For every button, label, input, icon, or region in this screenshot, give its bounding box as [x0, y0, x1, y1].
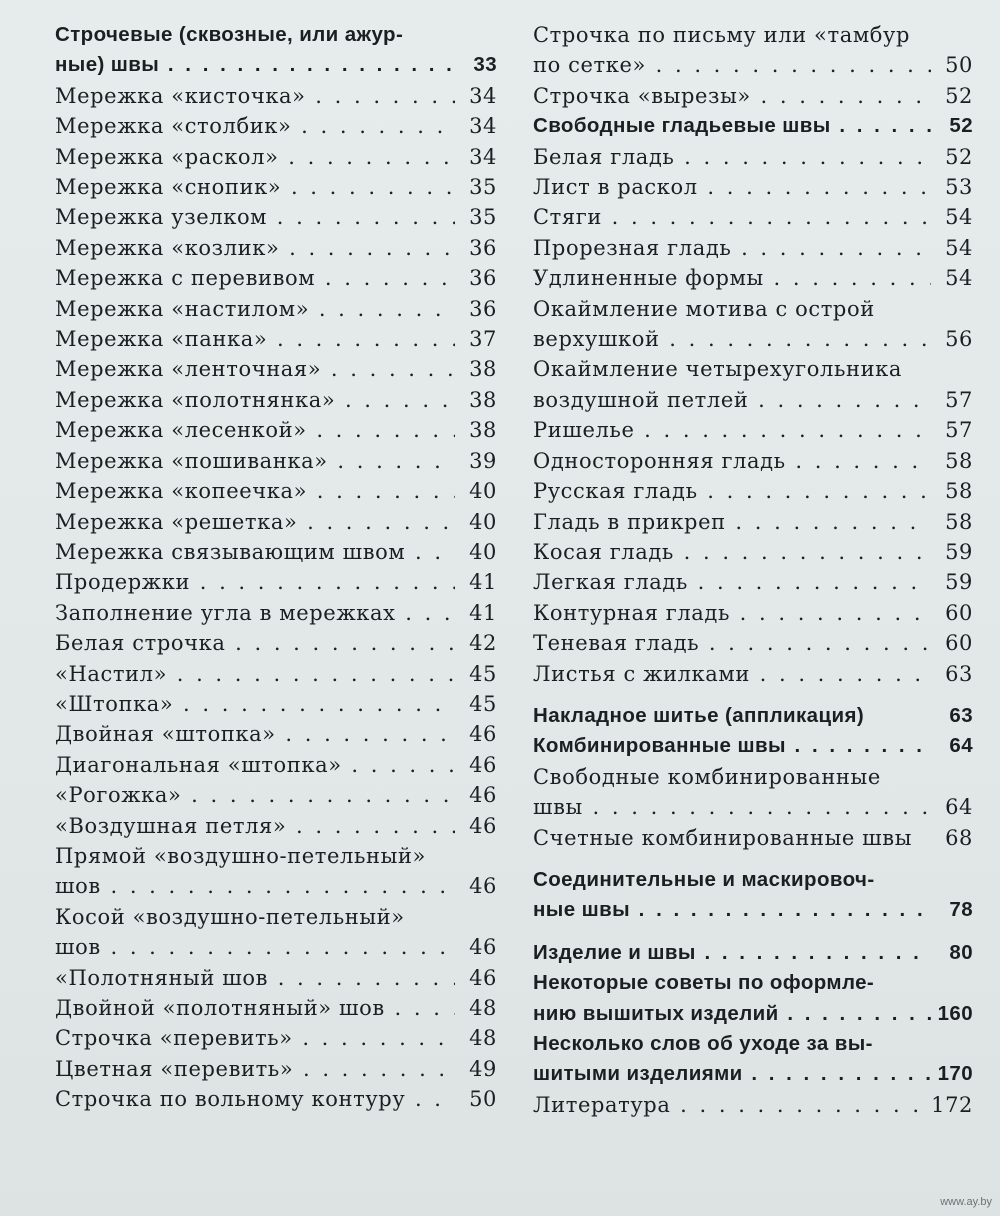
toc-page-number: 46 [469, 752, 497, 777]
toc-entry-title: Строчка «вырезы» . . . [533, 81, 931, 111]
toc-page-number: 46 [469, 935, 497, 960]
toc-page-number: 59 [945, 539, 973, 564]
toc-page-number: 35 [469, 175, 497, 200]
toc-entry-title-line: Некоторые советы по оформле- [533, 971, 875, 995]
toc-entry[interactable] [55, 841, 497, 902]
toc-entry-title: Мережка «ленточная» . . . [55, 354, 455, 384]
toc-page-number: 53 [945, 175, 973, 200]
toc-entry-title-line: Окаймление четырехугольника [533, 357, 903, 382]
toc-entry-row [55, 385, 497, 415]
toc-entry-title: по сетке» . . . [533, 50, 931, 80]
toc-entry-row [55, 50, 497, 80]
toc-entry-row [533, 446, 973, 476]
toc-entry-row [55, 233, 497, 263]
toc-page-number: 80 [949, 940, 973, 964]
toc-entry-title: Мережка «столбик» . . . [55, 111, 455, 141]
toc-page-number: 56 [945, 327, 973, 352]
toc-entry[interactable] [533, 172, 973, 202]
toc-entry-row [55, 780, 497, 810]
toc-entry[interactable] [55, 628, 497, 658]
toc-entry[interactable] [533, 294, 973, 355]
toc-entry-row [533, 202, 973, 232]
toc-entry-title: «Рогожка» . . . [55, 780, 455, 810]
toc-entry-row [55, 476, 497, 506]
toc-entry-row [533, 111, 973, 141]
toc-entry-title: Листья с жилками . . . [533, 659, 931, 689]
toc-entry-title: «Воздушная петля» . . . [55, 811, 455, 841]
toc-page-number: 40 [469, 479, 497, 504]
toc-entry[interactable] [55, 415, 497, 445]
toc-entry-row [533, 1059, 973, 1089]
toc-entry[interactable] [533, 446, 973, 476]
toc-entry-title: Мережка с перевивом . . . [55, 263, 455, 293]
toc-entry[interactable] [55, 81, 497, 111]
toc-entry-title: Строчка «перевить» . . . [55, 1023, 455, 1053]
toc-entry-title: Белая гладь . . . [533, 142, 931, 172]
watermark: www.ay.by [940, 1196, 992, 1208]
toc-entry[interactable] [55, 20, 497, 81]
toc-page-number: 60 [945, 600, 973, 625]
toc-entry[interactable] [533, 659, 973, 689]
toc-entry-row [55, 963, 497, 993]
toc-entry[interactable] [55, 719, 497, 749]
toc-entry[interactable] [55, 385, 497, 415]
toc-entry-title-line: Соединительные и маскировоч- [533, 867, 875, 891]
toc-entry[interactable] [55, 993, 497, 1023]
toc-page-number: 60 [945, 631, 973, 656]
toc-entry-row [55, 111, 497, 141]
toc-entry-row [533, 476, 973, 506]
toc-entry-row [55, 871, 497, 901]
toc-entry-row [533, 999, 973, 1029]
toc-entry-row [533, 81, 973, 111]
toc-entry[interactable] [55, 780, 497, 810]
toc-entry-row [55, 1084, 497, 1114]
toc-entry[interactable] [55, 902, 497, 963]
toc-entry-row [55, 750, 497, 780]
toc-entry[interactable] [533, 111, 973, 141]
toc-entry-row [533, 938, 973, 968]
toc-entry[interactable] [533, 823, 973, 853]
toc-page-number: 48 [469, 1026, 497, 1051]
toc-page-number: 41 [469, 570, 497, 595]
toc-page-number: 45 [469, 691, 497, 716]
toc-entry[interactable] [533, 762, 973, 823]
toc-entry-row [533, 598, 973, 628]
toc-entry[interactable] [533, 415, 973, 445]
toc-page-number: 63 [945, 661, 973, 686]
toc-page-number: 40 [469, 539, 497, 564]
toc-entry-title: Односторонняя гладь . . . [533, 446, 931, 476]
toc-entry[interactable] [55, 507, 497, 537]
toc-page-number: 48 [469, 996, 497, 1020]
toc-entry-row [533, 50, 973, 80]
toc-entry-row [533, 701, 973, 731]
toc-entry[interactable] [55, 233, 497, 263]
toc-page-number: 52 [945, 144, 973, 169]
toc-entry-row [533, 385, 973, 415]
toc-entry-title: Легкая гладь . . . [533, 567, 931, 597]
toc-entry-title: воздушной петлей . . . [533, 385, 931, 415]
toc-page-number: 35 [469, 205, 497, 230]
section-gap [533, 926, 973, 938]
toc-page-number: 78 [949, 898, 973, 922]
toc-entry-title: Мережка «козлик» . . . [55, 233, 455, 263]
toc-entry-title: Мережка «пошиванка» . . . [55, 446, 455, 476]
toc-entry[interactable] [533, 1029, 973, 1090]
toc-entry-row [55, 567, 497, 597]
toc-entry-row [55, 172, 497, 202]
toc-entry-row [55, 689, 497, 719]
toc-entry-title: швы . . . [533, 792, 931, 822]
toc-entry[interactable] [533, 865, 973, 926]
toc-entry-title: Мережка «раскол» . . . [55, 142, 455, 172]
toc-entry-row [55, 142, 497, 172]
toc-page-number: 52 [945, 83, 973, 108]
toc-page-number: 50 [945, 53, 973, 78]
toc-entry-row [533, 507, 973, 537]
toc-entry-title: Лист в раскол . . . [533, 172, 931, 202]
toc-entry[interactable] [55, 476, 497, 506]
toc-page-number: 57 [945, 387, 973, 412]
toc-entry-title: Косая гладь . . . [533, 537, 931, 567]
toc-entry-row [55, 932, 497, 962]
toc-entry-title: Цветная «перевить» . . . [55, 1054, 455, 1084]
toc-entry-title: Прорезная гладь . . . [533, 233, 931, 263]
toc-entry-title: Мережка «настилом» . . . [55, 294, 455, 324]
toc-entry-title: Теневая гладь . . . [533, 628, 931, 658]
toc-entry[interactable] [55, 354, 497, 384]
toc-entry-row [533, 233, 973, 263]
toc-page-number: 36 [469, 296, 497, 321]
toc-entry-title: Литература . . . [533, 1090, 925, 1120]
toc-entry-title-line: Несколько слов об уходе за вы- [533, 1032, 873, 1055]
toc-entry[interactable] [55, 324, 497, 354]
toc-entry[interactable] [55, 202, 497, 232]
toc-entry-title: верхушкой . . . [533, 324, 931, 354]
toc-page-number: 38 [469, 357, 497, 382]
toc-entry-title: Белая строчка . . . [55, 628, 455, 658]
toc-entry[interactable] [533, 598, 973, 628]
toc-page-number: 46 [469, 965, 497, 990]
toc-page-number: 36 [469, 235, 497, 260]
toc-entry-row [55, 811, 497, 841]
toc-entry-title: Изделие и швы . . . [533, 938, 931, 968]
toc-entry-title: нию вышитых изделий . . . [533, 999, 931, 1029]
toc-page-number: 54 [945, 235, 973, 260]
toc-page-number: 34 [469, 114, 497, 139]
toc-page-number: 170 [937, 1062, 973, 1086]
toc-entry-title: Накладное шитье (аппликация) [533, 703, 865, 727]
toc-page-number: 68 [945, 825, 973, 850]
toc-entry[interactable] [55, 689, 497, 719]
toc-entry-row [55, 446, 497, 476]
toc-entry-title: Мережка «панка» . . . [55, 324, 455, 354]
toc-entry[interactable] [533, 507, 973, 537]
toc-entry-row [55, 659, 497, 689]
toc-page-number: 172 [931, 1092, 973, 1117]
toc-page-number: 59 [945, 570, 973, 595]
toc-entry[interactable] [533, 938, 973, 968]
toc-entry-title: Мережка «лесенкой» . . . [55, 415, 455, 445]
toc-entry-title: шов . . . [55, 871, 455, 901]
toc-entry-row [533, 792, 973, 822]
toc-entry[interactable] [533, 202, 973, 232]
toc-page-number: 46 [469, 783, 497, 808]
section-gap [533, 689, 973, 701]
toc-entry-title: Мережка «копеечка» . . . [55, 476, 455, 506]
toc-entry-title: ные швы . . . [533, 895, 931, 925]
toc-entry-row [533, 731, 973, 761]
toc-entry-title: Свободные гладьевые швы . . . [533, 111, 931, 141]
toc-entry[interactable] [55, 172, 497, 202]
toc-entry-title: Удлиненные формы . . . [533, 263, 931, 293]
toc-entry-title: Ришелье . . . [533, 415, 931, 445]
toc-page-number: 64 [949, 734, 973, 758]
toc-page-number: 63 [949, 703, 973, 727]
toc-page-number: 49 [469, 1056, 497, 1081]
toc-entry[interactable] [55, 294, 497, 324]
toc-entry-title-line: Строчка по письму или «тамбур [533, 23, 911, 47]
toc-entry-row [533, 324, 973, 354]
toc-entry[interactable] [55, 263, 497, 293]
toc-entry[interactable] [533, 731, 973, 761]
toc-entry[interactable] [533, 142, 973, 172]
toc-column-left [55, 20, 497, 1115]
toc-entry-title: Продержки . . . [55, 567, 455, 597]
toc-entry[interactable] [55, 963, 497, 993]
toc-entry-row [533, 895, 973, 925]
toc-entry[interactable] [55, 1023, 497, 1053]
toc-entry[interactable] [533, 968, 973, 1029]
toc-entry-row [55, 537, 497, 567]
toc-entry[interactable] [533, 81, 973, 111]
toc-entry-row [55, 263, 497, 293]
toc-entry-title: Мережка «полотнянка» . . . [55, 385, 455, 415]
toc-entry-row [55, 993, 497, 1023]
toc-entry-row [533, 823, 973, 853]
toc-page-number: 54 [945, 205, 973, 230]
toc-entry-title: шитыми изделиями . . . [533, 1059, 931, 1089]
toc-page-number: 54 [945, 266, 973, 291]
toc-entry[interactable] [55, 567, 497, 597]
toc-entry[interactable] [533, 233, 973, 263]
toc-page-number: 160 [937, 1001, 973, 1025]
toc-page-number: 40 [469, 509, 497, 534]
toc-entry[interactable] [533, 354, 973, 415]
toc-column-right [533, 20, 973, 1120]
toc-entry-title: Диагональная «штопка» . . . [55, 750, 455, 780]
toc-page-number: 58 [945, 509, 973, 534]
toc-page-number: 50 [469, 1087, 497, 1112]
toc-entry[interactable] [533, 476, 973, 506]
toc-entry-row [533, 415, 973, 445]
toc-page-number: 57 [945, 418, 973, 443]
toc-entry-title-line: Свободные комбинированные [533, 764, 881, 789]
toc-page-number: 42 [469, 631, 497, 656]
toc-entry[interactable] [55, 142, 497, 172]
toc-entry-row [55, 354, 497, 384]
toc-entry-title: Мережка узелком . . . [55, 202, 455, 232]
toc-entry-title: «Штопка» . . . [55, 689, 455, 719]
toc-entry-title: Комбинированные швы . . . [533, 731, 931, 761]
toc-entry-row [533, 659, 973, 689]
toc-entry-title: Мережка «кисточка» . . . [55, 81, 455, 111]
toc-entry[interactable] [55, 111, 497, 141]
toc-page-number: 52 [949, 114, 973, 138]
toc-entry-title: Мережка «решетка» . . . [55, 507, 455, 537]
toc-entry-title-line: Строчевые (сквозные, или ажур- [55, 23, 404, 46]
toc-page-number: 39 [469, 448, 497, 473]
toc-entry-title: «Настил» . . . [55, 659, 455, 689]
toc-entry-title-line: Окаймление мотива с острой [533, 296, 875, 321]
toc-entry-title-line: Косой «воздушно-петельный» [55, 904, 405, 929]
toc-entry-title: Заполнение угла в мережках . . . [55, 598, 455, 628]
toc-entry-row [533, 142, 973, 172]
toc-page-number: 34 [469, 144, 497, 169]
toc-entry-row [55, 719, 497, 749]
toc-entry-row [533, 567, 973, 597]
toc-entry-row [55, 81, 497, 111]
toc-entry-title: Строчка по вольному контуру . . . [55, 1084, 455, 1114]
toc-entry-row [55, 415, 497, 445]
toc-page-number: 45 [469, 661, 497, 686]
toc-entry[interactable] [533, 628, 973, 658]
toc-page-number: 34 [469, 83, 497, 108]
toc-entry-row [533, 628, 973, 658]
toc-entry-title-line: Прямой «воздушно-петельный» [55, 843, 426, 868]
toc-entry-row [55, 628, 497, 658]
toc-entry[interactable] [533, 537, 973, 567]
toc-entry-title: Двойная «штопка» . . . [55, 719, 455, 749]
toc-entry-row [55, 202, 497, 232]
toc-page-number: 36 [469, 266, 497, 291]
section-gap [533, 853, 973, 865]
toc-entry[interactable] [55, 659, 497, 689]
toc-entry-title: Мережка связывающим швом . . . [55, 537, 455, 567]
toc-entry-row [55, 294, 497, 324]
toc-entry[interactable] [55, 811, 497, 841]
toc-entry-title: шов . . . [55, 932, 455, 962]
toc-entry-title: Гладь в прикреп . . . [533, 507, 931, 537]
toc-entry-title: Контурная гладь . . . [533, 598, 931, 628]
toc-entry-title: Стяги . . . [533, 202, 931, 232]
toc-entry[interactable] [533, 1090, 973, 1120]
toc-entry-row [55, 598, 497, 628]
toc-entry[interactable] [55, 446, 497, 476]
toc-entry[interactable] [533, 20, 973, 81]
toc-entry[interactable] [55, 1054, 497, 1084]
toc-entry-row [533, 1090, 973, 1120]
toc-entry[interactable] [55, 750, 497, 780]
toc-page-number: 64 [945, 795, 973, 820]
toc-entry[interactable] [533, 263, 973, 293]
toc-page-number: 38 [469, 387, 497, 412]
toc-entry[interactable] [533, 567, 973, 597]
toc-page-number: 46 [469, 722, 497, 747]
toc-entry-title: «Полотняный шов . . . [55, 963, 455, 993]
toc-entry-row [55, 507, 497, 537]
toc-entry-row [55, 1023, 497, 1053]
toc-entry-title: Двойной «полотняный» шов . . . [55, 993, 455, 1023]
toc-page-number: 41 [469, 600, 497, 625]
toc-entry[interactable] [55, 598, 497, 628]
toc-entry-row [55, 1054, 497, 1084]
toc-page-number: 46 [469, 813, 497, 838]
toc-entry-title: Русская гладь . . . [533, 476, 931, 506]
toc-entry-title: Мережка «снопик» . . . [55, 172, 455, 202]
toc-page-number: 58 [945, 479, 973, 504]
toc-entry-row [533, 263, 973, 293]
toc-page-number: 38 [469, 418, 497, 443]
toc-page-number: 33 [473, 53, 497, 77]
toc-entry[interactable] [55, 1084, 497, 1114]
toc-entry-row [533, 537, 973, 567]
toc-entry[interactable] [55, 537, 497, 567]
toc-page-number: 46 [469, 874, 497, 899]
toc-entry-title: ные) швы . . . [55, 50, 455, 80]
toc-entry[interactable] [533, 701, 973, 731]
toc-entry-row [55, 324, 497, 354]
toc-page-number: 58 [945, 448, 973, 473]
toc-entry-title: Счетные комбинированные швы [533, 825, 913, 850]
toc-page-number: 37 [469, 327, 497, 352]
toc-entry-row [533, 172, 973, 202]
